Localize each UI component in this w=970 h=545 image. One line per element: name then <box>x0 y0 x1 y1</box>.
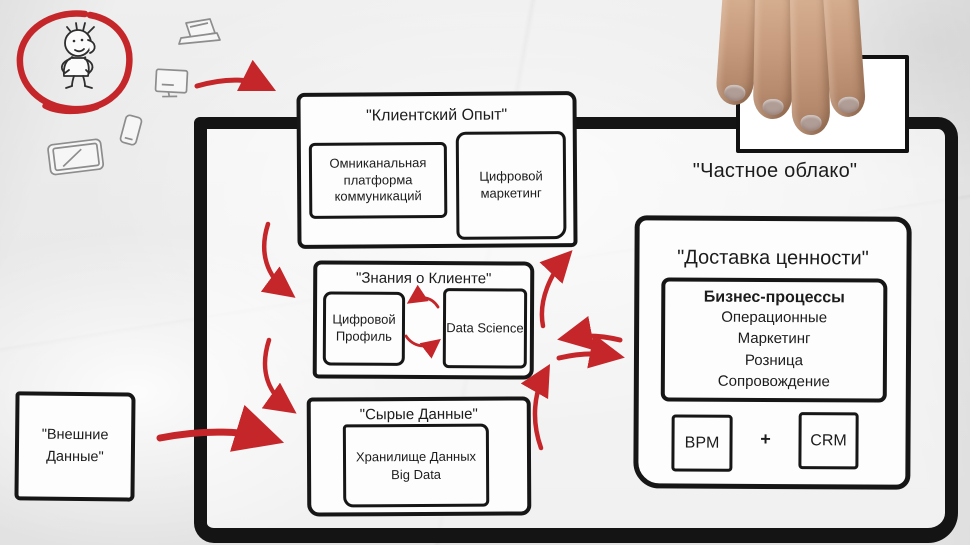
digital-profile-label: Цифровой Профиль <box>332 311 396 344</box>
raw-data-box <box>307 396 532 516</box>
digital-marketing-label: Цифровой маркетинг <box>479 168 543 201</box>
omnichannel-platform-label: Омниканальная платформа коммуникаций <box>329 154 427 205</box>
business-process-item: Сопровождение <box>717 373 830 391</box>
client-experience-title: "Клиентский Опыт" <box>366 106 508 125</box>
business-process-item: Операционные <box>721 308 828 327</box>
client-experience-box <box>296 91 577 249</box>
fingernail <box>800 115 821 131</box>
value-delivery-title: "Доставка ценности" <box>677 246 869 270</box>
external-data-box <box>14 391 135 501</box>
data-science-label: Data Science <box>446 319 524 336</box>
business-process-item: Розница <box>744 351 804 370</box>
tablet-icon <box>47 139 103 175</box>
omnichannel-platform-box <box>309 142 448 219</box>
customer-knowledge-title: "Знания о Клиенте" <box>356 269 492 288</box>
bpm-label: BPM <box>684 434 720 452</box>
monitor-icon <box>155 69 187 98</box>
plus-sign: + <box>760 428 771 449</box>
laptop-icon <box>179 19 220 44</box>
external-data-label: "Внешние Данные" <box>41 427 109 465</box>
value-delivery-box <box>633 215 911 489</box>
red-circle-icon <box>20 13 129 111</box>
smartphone-icon <box>120 114 143 145</box>
business-process-item: Маркетинг <box>737 330 811 348</box>
crm-box <box>798 412 858 469</box>
customer-knowledge-box <box>313 260 535 379</box>
big-data-storage-label: Хранилище Данных Big Data <box>355 448 477 482</box>
digital-profile-box <box>323 291 405 365</box>
arrow-devices-to-container <box>197 80 268 87</box>
data-science-box <box>443 288 527 368</box>
bpm-box <box>671 414 732 471</box>
fingernail <box>762 99 783 115</box>
hand-finger <box>753 0 794 119</box>
big-data-storage-box <box>343 424 489 508</box>
digital-marketing-box <box>456 131 567 240</box>
raw-data-title: "Сырые Данные" <box>359 405 478 424</box>
business-processes-title: Бизнес-процессы <box>703 288 845 307</box>
fingernail <box>837 96 859 113</box>
private-cloud-label: "Частное облако" <box>692 160 858 182</box>
crm-label: CRM <box>810 431 847 449</box>
business-processes-box <box>661 277 888 402</box>
person-icon <box>62 23 95 88</box>
fingernail <box>723 84 745 101</box>
